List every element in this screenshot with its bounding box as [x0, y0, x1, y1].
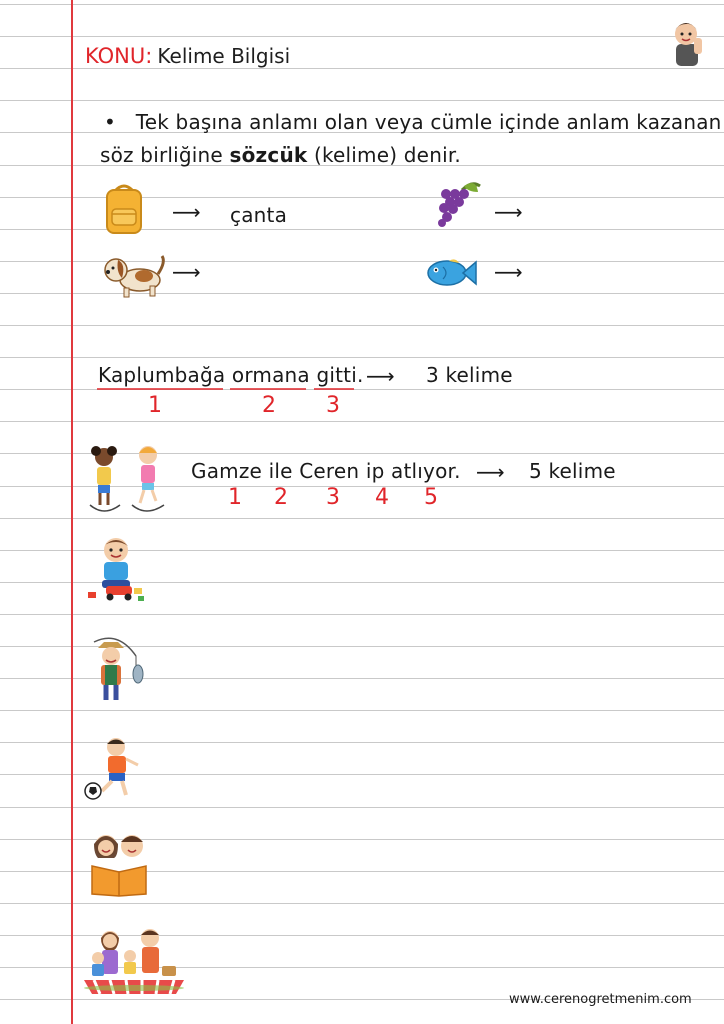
definition-text-1: Tek başına anlamı olan veya cümle içinde anlam kazanan	[135, 110, 722, 134]
fishing-boy-icon	[88, 634, 148, 704]
arrow-3: ⟶	[172, 260, 201, 284]
footer-website[interactable]: www.cerenogretmenim.com	[509, 992, 692, 1007]
sentence-1-word-1: Kaplumbağa	[98, 363, 226, 387]
jump-rope-girls-icon	[84, 443, 172, 513]
soccer-boy-icon	[82, 735, 142, 801]
bullet: •	[104, 110, 116, 134]
reading-children-icon	[84, 826, 154, 896]
sentence-1-result: 3 kelime	[426, 363, 513, 387]
family-picnic-icon	[80, 924, 188, 994]
sentence-1-number-3: 3	[326, 393, 340, 418]
sentence-2-number-3: 3	[326, 485, 340, 510]
sentence-2-word-4: ip	[365, 459, 385, 483]
sentence-2-number-4: 4	[375, 485, 389, 510]
sentence-2-word-1: Gamze	[191, 459, 263, 483]
sentence-2-word-3: Ceren	[299, 459, 360, 483]
sentence-2-number-2: 2	[274, 485, 288, 510]
sentence-2-result: 5 kelime	[529, 459, 616, 483]
sentence-2-number-1: 1	[228, 485, 242, 510]
sentence-1-number-1: 1	[148, 393, 162, 418]
konu-label: KONU:	[85, 44, 153, 68]
sentence-2	[191, 459, 461, 483]
definition-text-2a: söz birliğine	[100, 143, 223, 167]
sentence-2-word-5: atlıyor.	[391, 459, 461, 483]
sentence-2-arrow: ⟶	[476, 460, 505, 484]
boy-playing-toys-icon	[86, 534, 146, 604]
sentence-2-word-2: ile	[268, 459, 293, 483]
sentence-1-word-2: ormana	[231, 363, 310, 387]
sentence-1	[98, 363, 364, 387]
arrow-1: ⟶	[172, 200, 201, 224]
sentence-1-number-2: 2	[262, 393, 276, 418]
arrow-2: ⟶	[494, 200, 523, 224]
sentence-1-word-3: gitti.	[316, 363, 364, 387]
sentence-2-number-5: 5	[424, 485, 438, 510]
definition-keyword: sözcük	[229, 143, 308, 167]
sentence-1-arrow: ⟶	[366, 364, 395, 388]
definition-text-2b: (kelime) denir.	[313, 143, 461, 167]
example-word-1: çanta	[230, 203, 288, 227]
arrow-4: ⟶	[494, 260, 523, 284]
topic-title: Kelime Bilgisi	[157, 44, 291, 68]
